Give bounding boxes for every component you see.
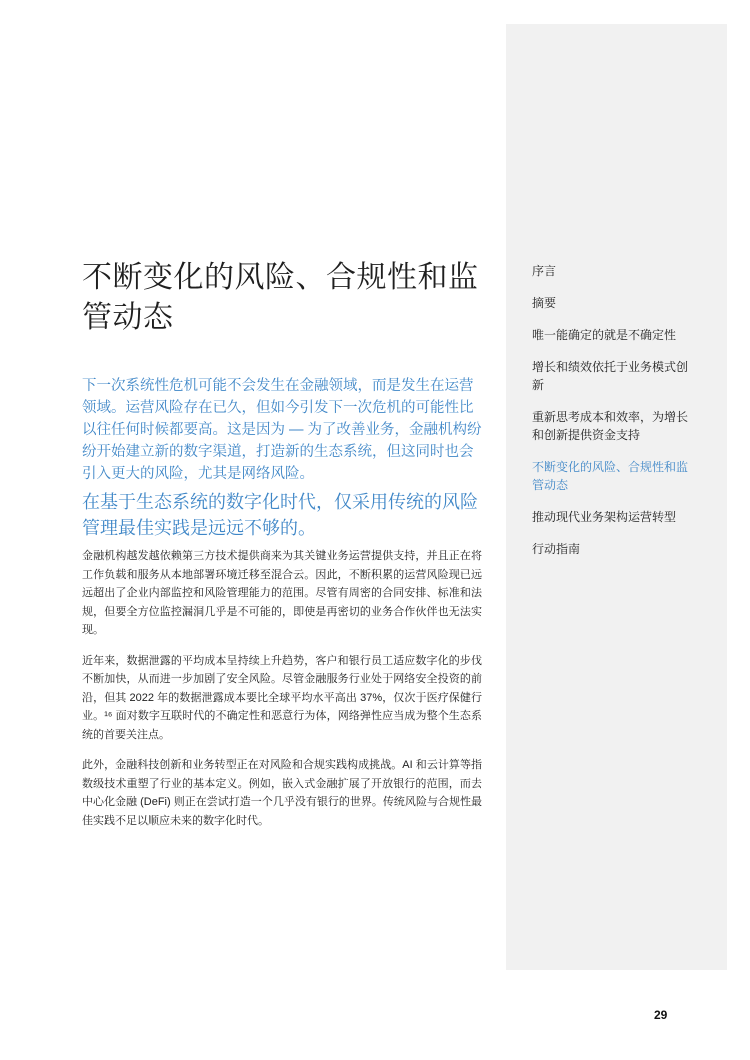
toc-item-action-guide[interactable]: 行动指南 bbox=[532, 542, 581, 556]
body-paragraph: 金融机构越发越依赖第三方技术提供商来为其关键业务运营提供支持，并且正在将工作负载和服务从本地部署环境迁移至混合云。因此，不断积累的运营风险现已远远超出了企业内部监控和风险管理能力的范围。尽管有周密的合同安排、标准和法规，但要全方位监控漏洞几乎是不可能的，即使是再密切的业务合作伙伴也无法实现。 bbox=[82, 550, 482, 636]
body-paragraph: 此外，金融科技创新和业务转型正在对风险和合规实践构成挑战。AI 和云计算等指数级技术重塑了行业的基本定义。例如，嵌入式金融扩展了开放银行的范围，而去中心化金融 (DeFi) 则正在尝试打造一个几乎没有银行的世界。传统风险与合规性最佳实践不足以顺应未来的数字化时代。 bbox=[82, 759, 482, 827]
pull-quote: 在基于生态系统的数字化时代，仅采用传统的风险管理最佳实践是远远不够的。 bbox=[82, 492, 478, 538]
table-of-contents bbox=[532, 262, 692, 572]
lead-paragraph: 下一次系统性危机可能不会发生在金融领域，而是发生在运营领域。运营风险存在已久，但如今引发下一次危机的可能性比以往任何时候都要高。这是因为 — 为了改善业务，金融机构纷纷开始建立新的数字渠道，打造新的生态系统，但这同时也会引入更大的风险，尤其是网络风险。 bbox=[82, 378, 482, 482]
toc-item-cost[interactable]: 重新思考成本和效率，为增长和创新提供资金支持 bbox=[532, 410, 689, 442]
toc-item-preface[interactable]: 序言 bbox=[532, 264, 557, 278]
body-paragraph: 近年来，数据泄露的平均成本呈持续上升趋势，客户和银行员工适应数字化的步伐不断加快，从而进一步加剧了安全风险。尽管金融服务行业处于网络安全投资的前沿，但其 2022 年的数据泄露成本要比全球平均水平高出 37%，仅次于医疗保健行业。¹⁶ 面对数字互联时代的不确定性和恶意行为体，网络弹性应当成为整个生态系统的首要关注点。 bbox=[82, 654, 482, 741]
page-title: 不断变化的风险、合规性和监管动态 bbox=[82, 261, 479, 334]
toc-item-summary[interactable]: 摘要 bbox=[532, 296, 557, 310]
article-body bbox=[82, 547, 482, 842]
toc-item-architecture[interactable]: 推动现代业务架构运营转型 bbox=[532, 510, 677, 524]
page-number: 29 bbox=[654, 1008, 668, 1022]
toc-item-uncertainty[interactable]: 唯一能确定的就是不确定性 bbox=[532, 328, 677, 342]
toc-item-growth[interactable]: 增长和绩效依托于业务模式创新 bbox=[532, 360, 689, 392]
toc-item-risk-current[interactable]: 不断变化的风险、合规性和监管动态 bbox=[532, 460, 689, 492]
